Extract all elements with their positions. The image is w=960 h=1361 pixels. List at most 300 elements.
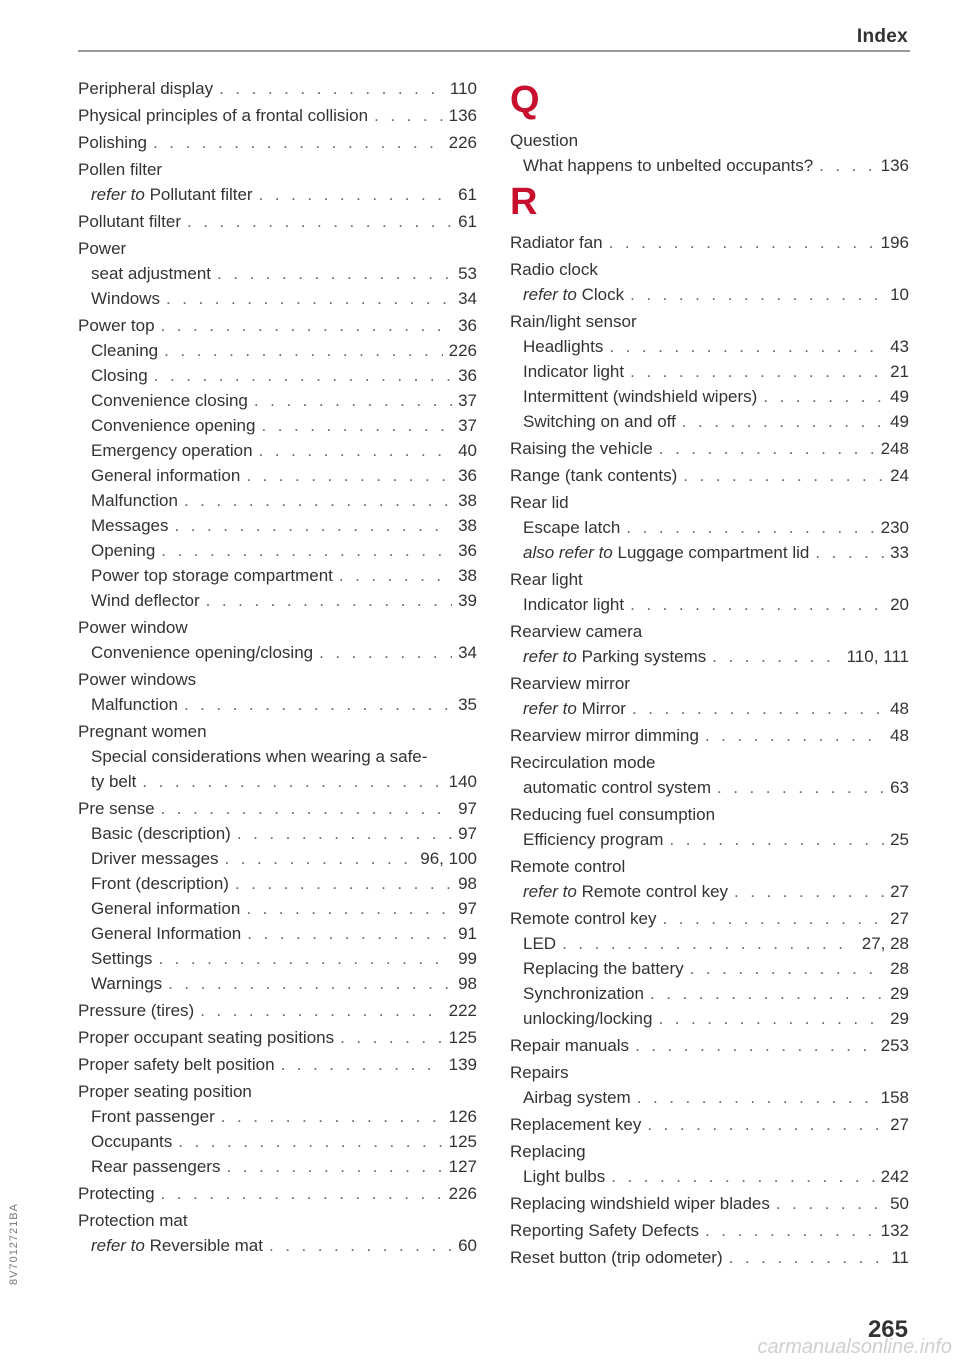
- index-page-ref: 158: [880, 1088, 909, 1107]
- index-page-ref: 48: [890, 699, 909, 718]
- dot-leader: [650, 981, 884, 1006]
- dot-leader: [611, 1164, 874, 1189]
- index-term: [510, 802, 715, 827]
- index-term-text: Polishing: [78, 133, 147, 152]
- index-term-text: Special considerations when wearing a safe-: [91, 747, 428, 766]
- index-entry: [510, 490, 909, 515]
- index-page-ref: 140: [448, 772, 477, 791]
- dot-leader: [206, 588, 452, 613]
- index-subentry: [78, 744, 477, 769]
- index-term-text: Parking systems: [581, 647, 707, 666]
- index-term: [91, 338, 158, 363]
- index-term-text: Malfunction: [91, 491, 178, 510]
- dot-leader: [339, 563, 452, 588]
- index-subentry: [510, 592, 909, 617]
- index-page-ref: 38: [458, 491, 477, 510]
- index-term-text: Power window: [78, 618, 188, 637]
- index-entry: [510, 463, 909, 488]
- index-term-text: Driver messages: [91, 849, 219, 868]
- index-entry: [78, 130, 477, 155]
- index-subentry: [78, 488, 477, 513]
- index-term-text: Protection mat: [78, 1211, 188, 1230]
- index-term: [78, 1025, 334, 1050]
- index-term: [78, 313, 155, 338]
- index-term: [510, 490, 569, 515]
- index-term: [523, 384, 757, 409]
- dot-leader: [705, 1218, 875, 1243]
- index-term-text: unlocking/locking: [523, 1009, 653, 1028]
- index-term: [78, 209, 181, 234]
- index-subentry: [510, 334, 909, 359]
- index-term-text: Physical principles of a frontal collision: [78, 106, 369, 125]
- index-term-text: Rain/light sensor: [510, 312, 637, 331]
- index-page-ref: 34: [458, 289, 477, 308]
- dot-leader: [178, 1129, 442, 1154]
- index-subentry: [510, 879, 909, 904]
- index-term: [91, 513, 168, 538]
- index-entry: [78, 1052, 477, 1077]
- cross-reference-prefix: refer to: [523, 285, 577, 304]
- dot-leader: [630, 359, 884, 384]
- index-page-ref: 136: [448, 106, 477, 125]
- index-page-ref: 110, 111: [846, 647, 909, 666]
- index-page-ref: 97: [458, 824, 477, 843]
- index-term: [523, 359, 624, 384]
- index-term-text: Replacing windshield wiper blades: [510, 1194, 770, 1213]
- index-term: [523, 644, 706, 669]
- index-term-text: Recirculation mode: [510, 753, 656, 772]
- index-subentry: [78, 846, 477, 871]
- index-page-ref: 136: [880, 156, 909, 175]
- index-entry: [78, 103, 477, 128]
- index-subentry: [510, 384, 909, 409]
- dot-leader: [161, 538, 452, 563]
- dot-leader: [246, 896, 452, 921]
- dot-leader: [609, 230, 875, 255]
- index-subentry: [78, 182, 477, 207]
- index-page-ref: 25: [890, 830, 909, 849]
- index-page-ref: 10: [890, 285, 909, 304]
- index-term: [91, 896, 240, 921]
- index-term: [78, 76, 213, 101]
- index-term-text: Proper seating position: [78, 1082, 252, 1101]
- index-page-ref: 97: [458, 799, 477, 818]
- index-entry: [510, 906, 909, 931]
- index-page-ref: 37: [458, 416, 477, 435]
- index-page-ref: 36: [458, 366, 477, 385]
- index-term: [91, 744, 427, 769]
- index-term-text: ty belt: [91, 772, 137, 791]
- index-page-ref: 98: [458, 974, 477, 993]
- index-entry: [510, 854, 909, 879]
- index-term: [510, 1139, 586, 1164]
- cross-reference-prefix: refer to: [91, 1236, 145, 1255]
- index-section-letter: R: [510, 181, 538, 223]
- dot-leader: [164, 338, 443, 363]
- index-page-ref: 60: [458, 1236, 477, 1255]
- dot-leader: [729, 1245, 886, 1270]
- index-term: [523, 153, 813, 178]
- index-term-text: automatic control system: [523, 778, 712, 797]
- index-term: [510, 1112, 641, 1137]
- index-term: [523, 696, 626, 721]
- index-term: [91, 1129, 172, 1154]
- index-entry: [510, 257, 909, 282]
- index-page-ref: 248: [880, 439, 909, 458]
- index-subentry: [78, 538, 477, 563]
- index-page-ref: 63: [890, 778, 909, 797]
- dot-leader: [626, 515, 874, 540]
- index-term-text: Rear light: [510, 570, 583, 589]
- dot-leader: [819, 153, 874, 178]
- index-term: [510, 619, 642, 644]
- index-term-text: Radiator fan: [510, 233, 603, 252]
- index-subentry: [510, 540, 909, 565]
- index-subentry: [510, 981, 909, 1006]
- dot-leader: [662, 906, 884, 931]
- index-term: [91, 921, 241, 946]
- index-term: [91, 588, 200, 613]
- dot-leader: [219, 76, 444, 101]
- index-subentry: [78, 896, 477, 921]
- index-term-text: Pollutant filter: [78, 212, 181, 231]
- index-term-text: Basic (description): [91, 824, 231, 843]
- index-entry: [510, 619, 909, 644]
- index-page-ref: 96, 100: [420, 849, 477, 868]
- dot-leader: [340, 1025, 443, 1050]
- index-term: [523, 592, 624, 617]
- dot-leader: [776, 1191, 884, 1216]
- index-term-text: Cleaning: [91, 341, 159, 360]
- dot-leader: [635, 1033, 875, 1058]
- index-term: [91, 563, 333, 588]
- index-term: [78, 1079, 252, 1104]
- dot-leader: [246, 463, 452, 488]
- index-term-text: What happens to unbelted occupants?: [523, 156, 814, 175]
- dot-leader: [221, 1104, 443, 1129]
- dot-leader: [184, 692, 452, 717]
- index-term: [78, 719, 207, 744]
- index-term: [78, 157, 162, 182]
- index-page-ref: 226: [448, 133, 477, 152]
- index-term: [91, 182, 253, 207]
- dot-leader: [261, 413, 452, 438]
- index-term-text: Rearview mirror: [510, 674, 630, 693]
- index-subentry: [510, 1164, 909, 1189]
- index-page-ref: 226: [448, 341, 477, 360]
- index-page-ref: 126: [448, 1107, 477, 1126]
- index-term: [523, 879, 728, 904]
- index-page-ref: 125: [448, 1132, 477, 1151]
- index-term-text: LED: [523, 934, 557, 953]
- index-term: [510, 309, 637, 334]
- index-entry: [510, 309, 909, 334]
- index-term-text: Efficiency program: [523, 830, 664, 849]
- index-entry: [78, 719, 477, 744]
- dot-leader: [763, 384, 884, 409]
- page-number: 265: [867, 1316, 908, 1343]
- index-term-text: Remote control: [510, 857, 626, 876]
- watermark: carmanualsonline.info: [757, 1336, 952, 1358]
- index-page-ref: 99: [458, 949, 477, 968]
- index-entry: [78, 796, 477, 821]
- cross-reference-prefix: also refer to: [523, 543, 613, 562]
- index-term: [78, 236, 126, 261]
- index-page-ref: 21: [890, 362, 909, 381]
- index-term: [78, 1208, 188, 1233]
- index-term: [91, 769, 136, 794]
- dot-leader: [226, 1154, 442, 1179]
- index-subentry: [510, 827, 909, 852]
- index-entry: [78, 209, 477, 234]
- index-entry: [510, 1218, 909, 1243]
- dot-leader: [184, 488, 452, 513]
- cross-reference-prefix: refer to: [91, 185, 145, 204]
- dot-leader: [166, 286, 452, 311]
- index-term: [523, 334, 603, 359]
- index-term-text: Convenience opening: [91, 416, 256, 435]
- index-term: [510, 1191, 770, 1216]
- index-term-text: Convenience closing: [91, 391, 248, 410]
- index-term: [91, 640, 313, 665]
- dot-leader: [174, 513, 452, 538]
- index-term-text: Front (description): [91, 874, 229, 893]
- index-column-left: [78, 76, 477, 1258]
- index-term: [510, 1218, 699, 1243]
- index-term-text: Reporting Safety Defects: [510, 1221, 699, 1240]
- index-page-ref: 43: [890, 337, 909, 356]
- index-subentry: [78, 363, 477, 388]
- dot-leader: [225, 846, 415, 871]
- index-page-ref: 40: [458, 441, 477, 460]
- index-page-ref: 36: [458, 541, 477, 560]
- index-term-text: Power: [78, 239, 127, 258]
- index-entry: [510, 1033, 909, 1058]
- index-term: [510, 906, 656, 931]
- index-page-ref: 49: [890, 412, 909, 431]
- index-term-text: Intermittent (windshield wipers): [523, 387, 758, 406]
- dot-leader: [815, 540, 884, 565]
- index-term-text: Reversible mat: [149, 1236, 263, 1255]
- index-page-ref: 50: [890, 1194, 909, 1213]
- dot-leader: [658, 1006, 884, 1031]
- index-term: [523, 409, 676, 434]
- index-term-text: Range (tank contents): [510, 466, 678, 485]
- dot-leader: [235, 871, 452, 896]
- dot-leader: [682, 409, 884, 434]
- index-term-text: Replacement key: [510, 1115, 642, 1134]
- index-term-text: Radio clock: [510, 260, 598, 279]
- index-page-ref: 38: [458, 516, 477, 535]
- index-subentry: [78, 388, 477, 413]
- index-term-text: Power top: [78, 316, 155, 335]
- index-term: [523, 775, 711, 800]
- index-term: [523, 282, 624, 307]
- dot-leader: [254, 388, 452, 413]
- index-page-ref: 253: [880, 1036, 909, 1055]
- index-entry: [510, 723, 909, 748]
- index-page-ref: 53: [458, 264, 477, 283]
- dot-leader: [717, 775, 884, 800]
- index-term: [523, 540, 809, 565]
- dot-leader: [269, 1233, 452, 1258]
- index-entry: [78, 1181, 477, 1206]
- index-page-ref: 127: [448, 1157, 477, 1176]
- index-term-text: Airbag system: [523, 1088, 631, 1107]
- index-page-ref: 28: [890, 959, 909, 978]
- index-subentry: [78, 588, 477, 613]
- index-subentry: [78, 338, 477, 363]
- index-term: [510, 463, 677, 488]
- index-term-text: Rear passengers: [91, 1157, 221, 1176]
- index-page-ref: 24: [890, 466, 909, 485]
- index-term-text: Indicator light: [523, 362, 625, 381]
- index-term: [510, 1060, 569, 1085]
- index-entry: [78, 998, 477, 1023]
- index-section-letter: Q: [510, 79, 540, 121]
- dot-leader: [690, 956, 884, 981]
- index-term-text: Pregnant women: [78, 722, 207, 741]
- index-term-text: Remote control key: [510, 909, 657, 928]
- index-subentry: [510, 931, 909, 956]
- index-page-ref: 48: [890, 726, 909, 745]
- dot-leader: [259, 182, 452, 207]
- dot-leader: [734, 879, 884, 904]
- index-term: [91, 413, 255, 438]
- index-subentry: [78, 692, 477, 717]
- index-term-text: Messages: [91, 516, 169, 535]
- index-page-ref: 38: [458, 566, 477, 585]
- index-term: [78, 103, 368, 128]
- index-entry: [510, 750, 909, 775]
- dot-leader: [630, 282, 884, 307]
- index-term: [91, 1104, 215, 1129]
- index-subentry: [78, 438, 477, 463]
- index-term: [91, 1233, 263, 1258]
- index-term: [78, 130, 147, 155]
- index-entry: [78, 157, 477, 182]
- index-term: [523, 1085, 631, 1110]
- index-subentry: [78, 413, 477, 438]
- index-term-text: Power top storage compartment: [91, 566, 333, 585]
- index-page-ref: 36: [458, 316, 477, 335]
- index-entry: [78, 76, 477, 101]
- index-term-text: Closing: [91, 366, 148, 385]
- dot-leader: [259, 438, 452, 463]
- index-term-text: Replacing: [510, 1142, 586, 1161]
- index-term-text: seat adjustment: [91, 264, 212, 283]
- index-entry: [78, 667, 477, 692]
- index-page-ref: 33: [890, 543, 909, 562]
- index-term-text: Mirror: [581, 699, 626, 718]
- index-term: [91, 821, 231, 846]
- dot-leader: [637, 1085, 875, 1110]
- index-term-text: Luggage compartment lid: [617, 543, 810, 562]
- index-page-ref: 61: [458, 212, 477, 231]
- index-page-ref: 39: [458, 591, 477, 610]
- index-subentry: [78, 1104, 477, 1129]
- dot-leader: [142, 769, 442, 794]
- index-term-text: Repair manuals: [510, 1036, 630, 1055]
- index-page-ref: 97: [458, 899, 477, 918]
- index-term-text: Headlights: [523, 337, 604, 356]
- index-term: [523, 1164, 605, 1189]
- index-subentry: [510, 359, 909, 384]
- index-subentry: [78, 563, 477, 588]
- header-divider: [78, 50, 910, 52]
- document-code: 8V7012721BA: [8, 1203, 20, 1285]
- cross-reference-prefix: refer to: [523, 882, 577, 901]
- dot-leader: [200, 998, 442, 1023]
- index-subentry: [78, 821, 477, 846]
- index-entry: [510, 1191, 909, 1216]
- index-term-text: Rearview camera: [510, 622, 643, 641]
- index-term: [510, 854, 625, 879]
- dot-leader: [609, 334, 884, 359]
- index-term-text: Remote control key: [581, 882, 729, 901]
- index-term: [510, 567, 583, 592]
- index-term: [91, 363, 148, 388]
- index-term: [510, 257, 598, 282]
- index-page-ref: 37: [458, 391, 477, 410]
- index-term: [510, 1033, 629, 1058]
- index-term-text: Settings: [91, 949, 153, 968]
- index-entry: [78, 615, 477, 640]
- index-subentry: [510, 1006, 909, 1031]
- index-term-text: Pressure (tires): [78, 1001, 195, 1020]
- dot-leader: [374, 103, 443, 128]
- index-entry: [510, 1060, 909, 1085]
- index-term-text: Proper safety belt position: [78, 1055, 275, 1074]
- index-entry: [78, 1208, 477, 1233]
- index-term: [78, 1052, 275, 1077]
- index-term: [510, 671, 630, 696]
- index-term-text: Windows: [91, 289, 160, 308]
- index-term: [523, 931, 556, 956]
- index-column-right: [510, 76, 909, 1270]
- index-term-text: General information: [91, 899, 241, 918]
- index-term-text: Convenience opening/closing: [91, 643, 314, 662]
- index-subentry: [78, 1154, 477, 1179]
- index-term: [78, 998, 194, 1023]
- index-entry: [78, 1079, 477, 1104]
- index-term: [91, 1154, 220, 1179]
- index-subentry: [510, 775, 909, 800]
- index-term: [78, 615, 188, 640]
- dot-leader: [161, 313, 453, 338]
- index-entry: [510, 802, 909, 827]
- index-term-text: Pre sense: [78, 799, 155, 818]
- index-page-ref: 132: [880, 1221, 909, 1240]
- index-page-ref: 91: [458, 924, 477, 943]
- index-term-text: Indicator light: [523, 595, 625, 614]
- index-term-text: Reducing fuel consumption: [510, 805, 716, 824]
- index-term: [91, 286, 160, 311]
- index-term-text: Power windows: [78, 670, 197, 689]
- index-term: [91, 488, 178, 513]
- dot-leader: [237, 821, 452, 846]
- dot-leader: [705, 723, 884, 748]
- index-term: [91, 261, 211, 286]
- index-entry: [78, 1025, 477, 1050]
- index-term-text: Light bulbs: [523, 1167, 606, 1186]
- index-subentry: [78, 286, 477, 311]
- index-term: [91, 946, 152, 971]
- index-term-text: Switching on and off: [523, 412, 676, 431]
- index-subentry: [510, 153, 909, 178]
- index-entry: [78, 236, 477, 261]
- index-term: [91, 463, 240, 488]
